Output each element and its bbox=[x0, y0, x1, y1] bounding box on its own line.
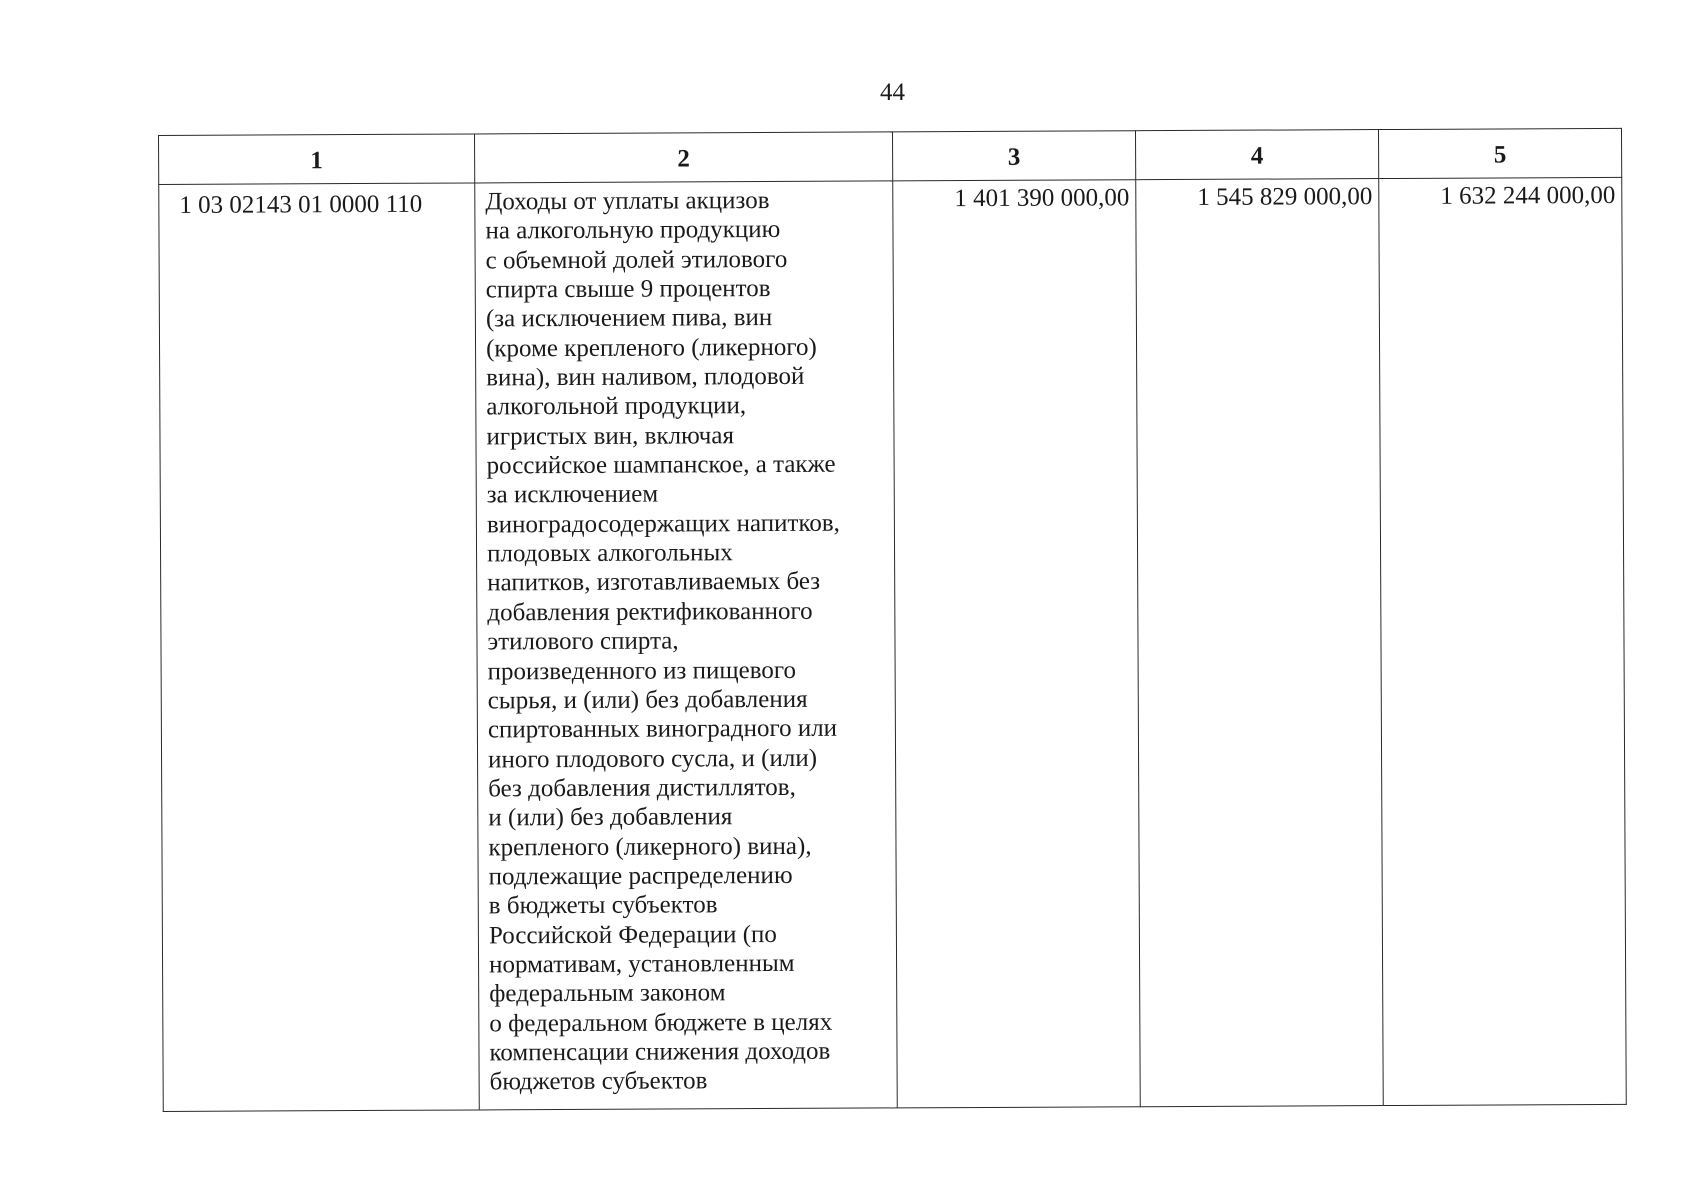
budget-classification-code: 1 03 02143 01 0000 110 bbox=[159, 183, 480, 1112]
description-line: алкогольной продукции, bbox=[486, 392, 747, 421]
description-line: спиртованных виноградного или bbox=[487, 714, 838, 744]
description-line: в бюджеты субъектов bbox=[488, 891, 718, 920]
description-line: крепленого (ликерного) вина), bbox=[488, 832, 812, 861]
revenue-table bbox=[158, 128, 1627, 1112]
table-header-row bbox=[159, 128, 1622, 184]
description-line: без добавления дистиллятов, bbox=[488, 773, 796, 803]
description-line: нормативам, установленным bbox=[488, 949, 795, 979]
description-line: виноградосодержащих напитков, bbox=[486, 509, 840, 539]
description-line: плодовых алкогольных bbox=[486, 539, 733, 568]
description-line: вина), вин наливом, плодовой bbox=[486, 362, 805, 392]
description-line: иного плодового сусла, и (или) bbox=[487, 744, 818, 773]
description-line: о федеральном бюджете в целях bbox=[489, 1008, 833, 1038]
amount-column-4: 1 545 829 000,00 bbox=[1136, 179, 1384, 1107]
amount-column-3: 1 401 390 000,00 bbox=[893, 180, 1141, 1108]
description-line: (кроме крепленого (ликерного) bbox=[485, 333, 817, 363]
description-line: Российской Федерации (по bbox=[488, 920, 777, 949]
description-line: добавления ректификованного bbox=[487, 597, 813, 627]
column-header-2: 2 bbox=[474, 132, 892, 183]
description-line: за исключением bbox=[486, 480, 659, 509]
description-line: федеральным законом bbox=[489, 979, 726, 1008]
description-line: напитков, изготавливаемых без bbox=[487, 568, 821, 597]
description-line: и (или) без добавления bbox=[488, 803, 733, 832]
income-description bbox=[475, 181, 898, 1110]
description-line: произведенного из пищевого bbox=[487, 656, 797, 685]
description-line: бюджетов субъектов bbox=[489, 1067, 708, 1096]
description-line: российское шампанское, а также bbox=[486, 450, 836, 480]
description-line: игристых вин, включая bbox=[486, 421, 735, 451]
description-line: с объемной долей этилового bbox=[485, 245, 788, 275]
column-header-5: 5 bbox=[1378, 128, 1621, 178]
description-line: компенсации снижения доходов bbox=[489, 1037, 831, 1067]
description-line: этилового спирта, bbox=[487, 627, 679, 656]
description-line: спирта свыше 9 процентов bbox=[485, 275, 771, 304]
table-row bbox=[159, 177, 1627, 1111]
description-line: Доходы от уплаты акцизов bbox=[485, 187, 770, 216]
column-header-4: 4 bbox=[1135, 130, 1378, 180]
page-number: 44 bbox=[880, 79, 905, 106]
description-line: на алкогольную продукцию bbox=[485, 216, 781, 245]
column-header-1: 1 bbox=[159, 134, 475, 185]
column-header-3: 3 bbox=[892, 131, 1135, 181]
description-line: (за исключением пива, вин bbox=[485, 304, 773, 333]
description-line: подлежащие распределению bbox=[488, 861, 793, 891]
amount-column-5: 1 632 244 000,00 bbox=[1379, 177, 1627, 1105]
description-line: сырья, и (или) без добавления bbox=[487, 685, 808, 715]
